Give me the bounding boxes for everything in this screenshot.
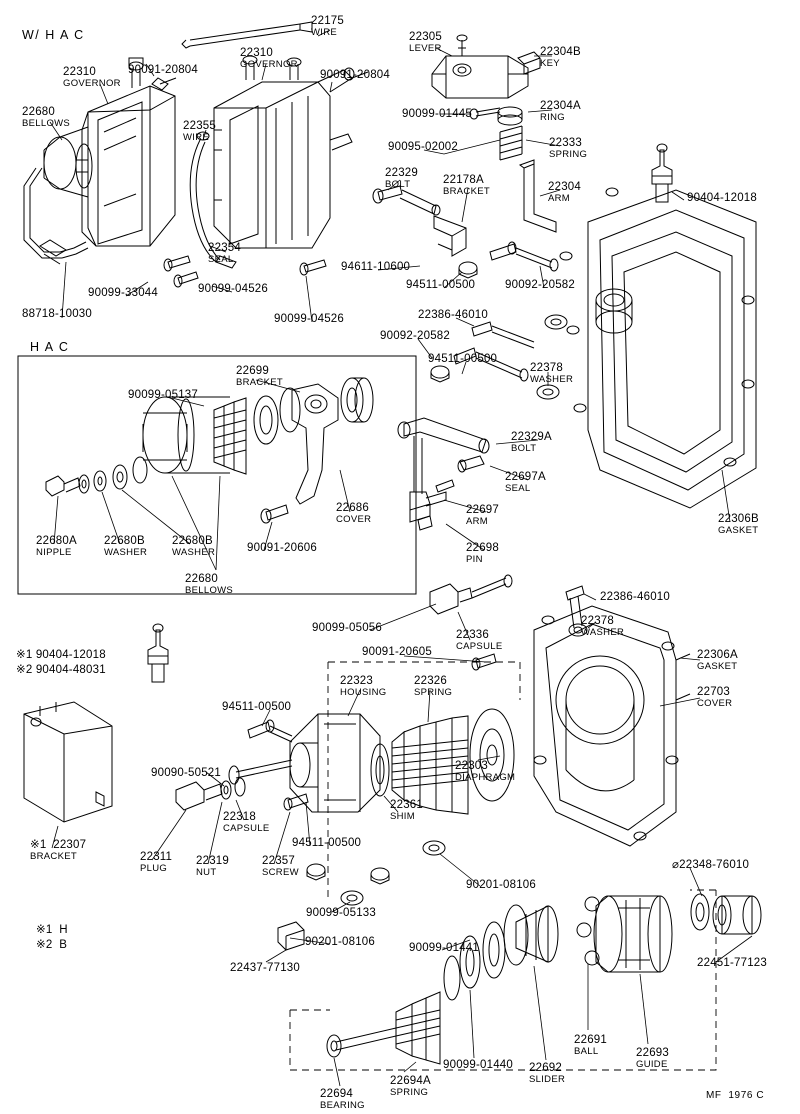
part-number: 88718-10030 — [22, 308, 92, 320]
part-number: 22311 — [140, 851, 173, 863]
part-number: 94511-00500 — [222, 701, 292, 713]
part-name: LEVER — [409, 42, 442, 54]
part-name: WASHER — [530, 373, 574, 385]
part-callout — [409, 32, 442, 54]
part-number: 22178A — [443, 174, 484, 186]
part-callout — [306, 908, 376, 920]
part-number: 90099-01445 — [402, 108, 472, 120]
part-callout — [505, 280, 575, 292]
part-callout — [223, 812, 269, 834]
part-callout — [697, 687, 732, 709]
part-number: 22304 — [548, 181, 581, 193]
part-callout — [128, 390, 198, 402]
part-name: GOVERNOR — [63, 77, 121, 89]
part-number: 22386-46010 — [418, 309, 488, 321]
part-number: 22304A — [540, 100, 581, 112]
part-number: 22437-77130 — [230, 962, 300, 974]
part-callout — [672, 860, 749, 872]
legend-item-2: ※2 B — [36, 939, 68, 951]
part-name: WIRE — [183, 131, 210, 143]
part-name: SPRING — [414, 686, 453, 698]
part-callout — [222, 702, 291, 714]
part-callout — [406, 280, 475, 292]
part-number: 94511-00500 — [406, 279, 476, 291]
part-callout — [185, 574, 233, 596]
part-callout — [455, 761, 515, 783]
part-callout — [443, 175, 490, 197]
part-number: 22691 — [574, 1034, 607, 1046]
part-callout — [390, 800, 423, 822]
part-callout — [574, 1035, 607, 1057]
part-name: COVER — [336, 513, 372, 525]
part-callout — [183, 121, 216, 143]
part-callout — [336, 503, 371, 525]
part-callout — [530, 363, 573, 385]
part-number: 22336 — [456, 629, 489, 641]
part-number: 22326 — [414, 675, 447, 687]
part-callout — [697, 958, 767, 970]
part-number: 22703 — [697, 686, 730, 698]
part-callout — [240, 48, 298, 70]
part-number: ※1 22307 — [30, 839, 87, 851]
part-number: 22329A — [511, 431, 552, 443]
part-number: 22697 — [466, 504, 499, 516]
part-name: CAPSULE — [456, 640, 503, 652]
part-callout — [428, 354, 497, 366]
part-callout — [466, 543, 499, 565]
part-name: BEARING — [320, 1099, 365, 1111]
part-number: 90092-20582 — [505, 279, 575, 291]
part-number: 22686 — [336, 502, 369, 514]
part-callout — [104, 536, 147, 558]
part-callout — [320, 1089, 365, 1111]
part-number: 22305 — [409, 31, 442, 43]
part-number: 22680B — [172, 535, 213, 547]
part-callout — [687, 193, 757, 205]
part-name: COVER — [697, 697, 733, 709]
part-name: CAPSULE — [223, 822, 270, 834]
part-number: 22694 — [320, 1088, 353, 1100]
part-callout — [88, 288, 158, 300]
part-name: ARM — [548, 192, 571, 204]
footer-code: MF 1976 C — [706, 1090, 765, 1101]
part-callout — [697, 650, 738, 672]
part-number: 90091-20804 — [128, 64, 198, 76]
part-callout — [274, 314, 344, 326]
part-number: 22354 — [208, 242, 241, 254]
part-number: 22306B — [718, 513, 759, 525]
part-name: SPRING — [549, 148, 588, 160]
part-number: 90099-05137 — [128, 389, 198, 401]
part-callout — [362, 647, 432, 659]
part-number: 90099-05056 — [312, 622, 382, 634]
part-callout — [16, 650, 106, 662]
part-number: 22680B — [104, 535, 145, 547]
part-callout — [198, 284, 268, 296]
part-number: 22699 — [236, 365, 269, 377]
part-callout — [196, 856, 229, 878]
part-name: WIRE — [311, 26, 338, 38]
part-number: 90092-20582 — [380, 330, 450, 342]
part-number: 90095-02002 — [388, 141, 458, 153]
part-callout — [456, 630, 502, 652]
part-number: 90099-01440 — [443, 1059, 513, 1071]
part-callout — [511, 432, 552, 454]
part-number: 22694A — [390, 1075, 431, 1087]
part-number: 22378 — [530, 362, 563, 374]
part-callout — [128, 65, 198, 77]
part-callout — [549, 138, 587, 160]
part-callout — [581, 616, 624, 638]
part-callout — [466, 505, 499, 527]
part-name: BELLOWS — [22, 117, 71, 129]
part-number: 22692 — [529, 1062, 562, 1074]
part-callout — [390, 1076, 431, 1098]
part-number: 22361 — [390, 799, 423, 811]
part-name: NUT — [196, 866, 217, 878]
part-number: 90090-50521 — [151, 767, 221, 779]
part-number: ※2 90404-48031 — [16, 664, 106, 676]
part-number: 94511-00500 — [292, 837, 362, 849]
part-callout — [341, 262, 410, 274]
part-callout — [548, 182, 581, 204]
part-name: SEAL — [208, 253, 234, 265]
part-number: 90091-20605 — [362, 646, 432, 658]
part-name: RING — [540, 111, 565, 123]
part-number: 22323 — [340, 675, 373, 687]
part-name: WASHER — [104, 546, 148, 558]
part-number: 22355 — [183, 120, 216, 132]
part-name: BRACKET — [236, 376, 283, 388]
part-number: 22698 — [466, 542, 499, 554]
part-number: 22306A — [697, 649, 738, 661]
part-name: SHIM — [390, 810, 415, 822]
part-number: 90099-04526 — [198, 283, 268, 295]
part-number: 90099-05133 — [306, 907, 376, 919]
part-callout — [385, 168, 418, 190]
part-callout — [312, 623, 382, 635]
part-number: 22693 — [636, 1047, 669, 1059]
part-callout — [262, 856, 299, 878]
part-callout — [466, 880, 536, 892]
part-number: 90201-08106 — [466, 879, 536, 891]
part-callout — [311, 16, 344, 38]
part-callout — [208, 243, 241, 265]
part-callout — [320, 70, 390, 82]
part-name: GUIDE — [636, 1058, 668, 1070]
part-name: SLIDER — [529, 1073, 566, 1085]
legend-item-1: ※1 H — [36, 924, 68, 936]
part-callout — [36, 536, 77, 558]
part-name: SCREW — [262, 866, 299, 878]
part-number: 90201-08106 — [305, 936, 375, 948]
part-number: 22304B — [540, 46, 581, 58]
part-callout — [540, 47, 581, 69]
part-callout — [172, 536, 215, 558]
part-name: DIAPHRAGM — [455, 771, 516, 783]
part-name: GASKET — [718, 524, 759, 536]
part-name: BELLOWS — [185, 584, 234, 596]
part-callout — [718, 514, 759, 536]
part-callout — [414, 676, 452, 698]
part-callout — [505, 472, 546, 494]
part-name: WASHER — [581, 626, 625, 638]
part-number: 22333 — [549, 137, 582, 149]
part-number: 22319 — [196, 855, 229, 867]
part-callout — [418, 310, 488, 322]
part-name: SEAL — [505, 482, 531, 494]
part-callout — [22, 309, 92, 321]
part-callout — [409, 943, 479, 955]
part-number: 22310 — [240, 47, 273, 59]
part-number: 22680A — [36, 535, 77, 547]
part-number: 22451-77123 — [697, 957, 767, 969]
part-callout — [247, 543, 317, 555]
part-number: 22310 — [63, 66, 96, 78]
part-name: BOLT — [511, 442, 537, 454]
part-callout — [600, 592, 670, 604]
part-number: 94611-10600 — [341, 261, 411, 273]
part-name: BOLT — [385, 178, 411, 190]
part-name: BRACKET — [443, 185, 490, 197]
part-number: ⌀22348-76010 — [672, 859, 750, 871]
part-name: NIPPLE — [36, 546, 72, 558]
part-callout — [292, 838, 361, 850]
part-callout — [63, 67, 121, 89]
part-name: PIN — [466, 553, 483, 565]
part-name: BRACKET — [30, 850, 77, 862]
part-name: ARM — [466, 515, 489, 527]
part-number: 22175 — [311, 15, 344, 27]
part-number: 90099-04526 — [274, 313, 344, 325]
part-number: 22680 — [22, 106, 55, 118]
part-callout — [636, 1048, 669, 1070]
part-number: 22680 — [185, 573, 218, 585]
part-callout — [236, 366, 283, 388]
part-name: WASHER — [172, 546, 216, 558]
part-number: 90099-33044 — [88, 287, 158, 299]
part-name: HOUSING — [340, 686, 387, 698]
part-callout — [16, 665, 106, 677]
part-number: 22386-46010 — [600, 591, 670, 603]
part-callout — [151, 768, 221, 780]
part-callout — [380, 331, 450, 343]
part-name: BALL — [574, 1045, 599, 1057]
part-callout — [388, 142, 458, 154]
part-name: GOVERNOR — [240, 58, 298, 70]
part-number: 90091-20606 — [247, 542, 317, 554]
part-number: 90404-12018 — [687, 192, 757, 204]
part-number: 22357 — [262, 855, 295, 867]
part-callout — [402, 109, 472, 121]
part-callout — [230, 963, 300, 975]
part-callout — [140, 852, 172, 874]
part-number: 22318 — [223, 811, 256, 823]
section-title-whac: W/ H A C — [22, 28, 85, 42]
part-callout — [529, 1063, 565, 1085]
part-number: 90091-20804 — [320, 69, 390, 81]
part-number: 22303 — [455, 760, 488, 772]
part-name: KEY — [540, 57, 560, 69]
part-name: PLUG — [140, 862, 168, 874]
part-callout — [443, 1060, 513, 1072]
part-number: 22378 — [581, 615, 614, 627]
part-callout — [305, 937, 375, 949]
part-name: SPRING — [390, 1086, 429, 1098]
part-name: GASKET — [697, 660, 738, 672]
section-title-hac: H A C — [30, 340, 70, 354]
part-number: 90099-01441 — [409, 942, 479, 954]
part-number: 94511-00500 — [428, 353, 498, 365]
part-callout — [30, 840, 86, 862]
part-callout — [340, 676, 386, 698]
part-number: ※1 90404-12018 — [16, 649, 106, 661]
part-number: 22697A — [505, 471, 546, 483]
part-callout — [540, 101, 581, 123]
part-number: 22329 — [385, 167, 418, 179]
part-callout — [22, 107, 70, 129]
